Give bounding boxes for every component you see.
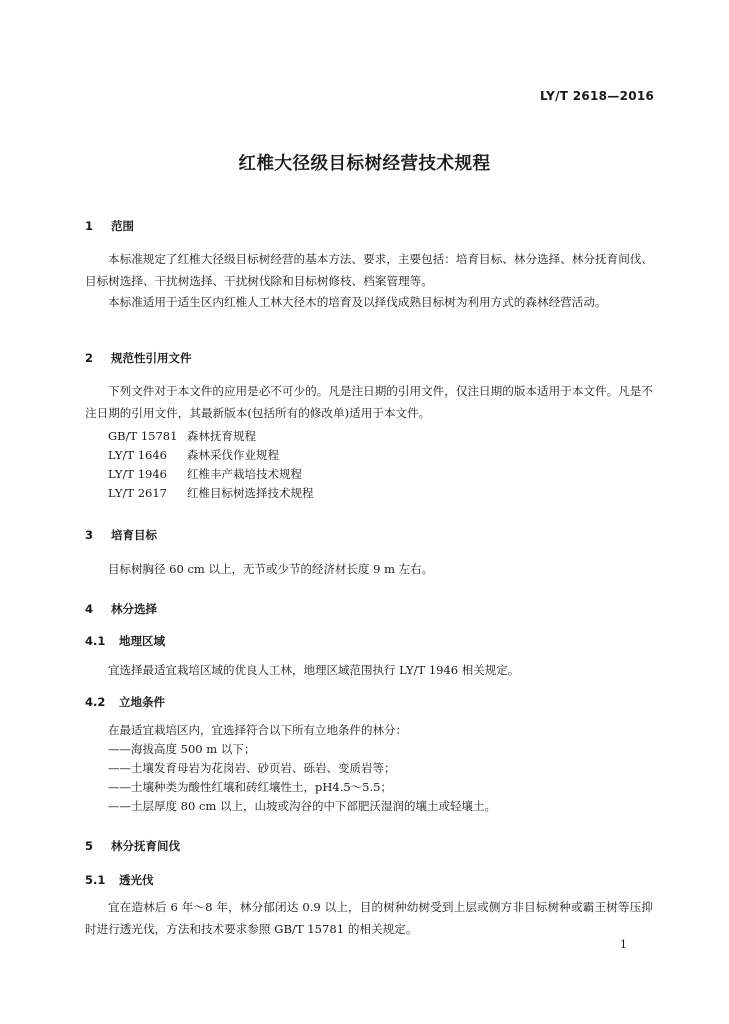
reference-code: LY/T 2617 <box>108 486 167 500</box>
section-1-paragraph-2: 本标准适用于适生区内红椎人工林大径木的培育及以择伐成熟目标树为利用方式的森林经营活动。 <box>108 295 607 309</box>
reference-item <box>108 485 314 501</box>
reference-item <box>108 428 256 444</box>
document-title: 红椎大径级目标树经营技术规程 <box>238 154 491 174</box>
reference-code: GB/T 15781 <box>108 429 178 443</box>
section-title: 培育目标 <box>111 528 157 542</box>
reference-code: LY/T 1946 <box>108 467 167 481</box>
list-item: ——土壤发育母岩为花岗岩、砂页岩、砾岩、变质岩等； <box>108 761 396 775</box>
list-item: ——土层厚度 80 cm 以上，山坡或沟谷的中下部肥沃湿润的壤土或轻壤土。 <box>108 799 496 813</box>
section-title: 范围 <box>111 219 134 233</box>
section-5-heading <box>85 838 180 854</box>
subsection-4-2-intro: 在最适宜栽培区内，宜选择符合以下所有立地条件的林分： <box>108 723 407 737</box>
section-4-heading <box>85 601 157 617</box>
reference-name: 森林采伐作业规程 <box>187 448 279 462</box>
section-number: 2 <box>85 351 94 365</box>
section-number: 5 <box>85 839 94 853</box>
section-2-paragraph: 下列文件对于本文件的应用是必不可少的。凡是注日期的引用文件，仅注日期的版本适用于本文件。凡是不注日期的引用文件，其最新版本(包括所有的修改单)适用于本文件。 <box>85 384 653 420</box>
standard-code: LY/T 2618—2016 <box>540 89 655 103</box>
section-number: 3 <box>85 528 94 542</box>
subsection-5-1-heading <box>85 872 154 888</box>
subsection-title: 立地条件 <box>119 695 165 709</box>
section-title: 规范性引用文件 <box>111 351 192 365</box>
section-number: 1 <box>85 219 94 233</box>
section-number: 4 <box>85 602 94 616</box>
section-3-paragraph: 目标树胸径 60 cm 以上，无节或少节的经济材长度 9 m 左右。 <box>108 562 434 576</box>
subsection-title: 透光伐 <box>119 873 154 887</box>
section-2-heading <box>85 350 192 366</box>
page-number: 1 <box>620 938 627 951</box>
subsection-number: 4.2 <box>85 695 106 709</box>
section-title: 林分选择 <box>111 602 157 616</box>
subsection-4-1-heading <box>85 633 165 649</box>
list-item: ——土壤种类为酸性红壤和砖红壤性土，pH4.5～5.5； <box>108 780 392 794</box>
reference-code: LY/T 1646 <box>108 448 167 462</box>
reference-name: 红椎目标树选择技术规程 <box>187 486 314 500</box>
subsection-number: 5.1 <box>85 873 106 887</box>
subsection-4-1-paragraph: 宜选择最适宜栽培区域的优良人工林，地理区域范围执行 LY/T 1946 相关规定。 <box>108 663 520 677</box>
section-1-paragraph-1: 本标准规定了红椎大径级目标树经营的基本方法、要求，主要包括：培育目标、林分选择、林分抚育间伐、目标树选择、干扰树选择、干扰树伐除和目标树修枝、档案管理等。 <box>85 252 653 288</box>
reference-name: 森林抚育规程 <box>187 429 256 443</box>
section-1-heading <box>85 218 134 234</box>
subsection-number: 4.1 <box>85 634 106 648</box>
section-title: 林分抚育间伐 <box>111 839 180 853</box>
list-item: ——海拔高度 500 m 以下； <box>108 742 256 756</box>
section-3-heading <box>85 527 157 543</box>
subsection-title: 地理区域 <box>119 634 165 648</box>
reference-item <box>108 447 279 463</box>
subsection-4-2-heading <box>85 694 165 710</box>
reference-item <box>108 466 302 482</box>
subsection-5-1-paragraph: 宜在造林后 6 年～8 年，林分郁闭达 0.9 以上，目的树种幼树受到上层或侧方非目标树种或霸王树等压抑时进行透光伐，方法和技术要求参照 GB/T 15781 的相关规定。 <box>85 900 653 936</box>
reference-name: 红椎丰产栽培技术规程 <box>187 467 302 481</box>
